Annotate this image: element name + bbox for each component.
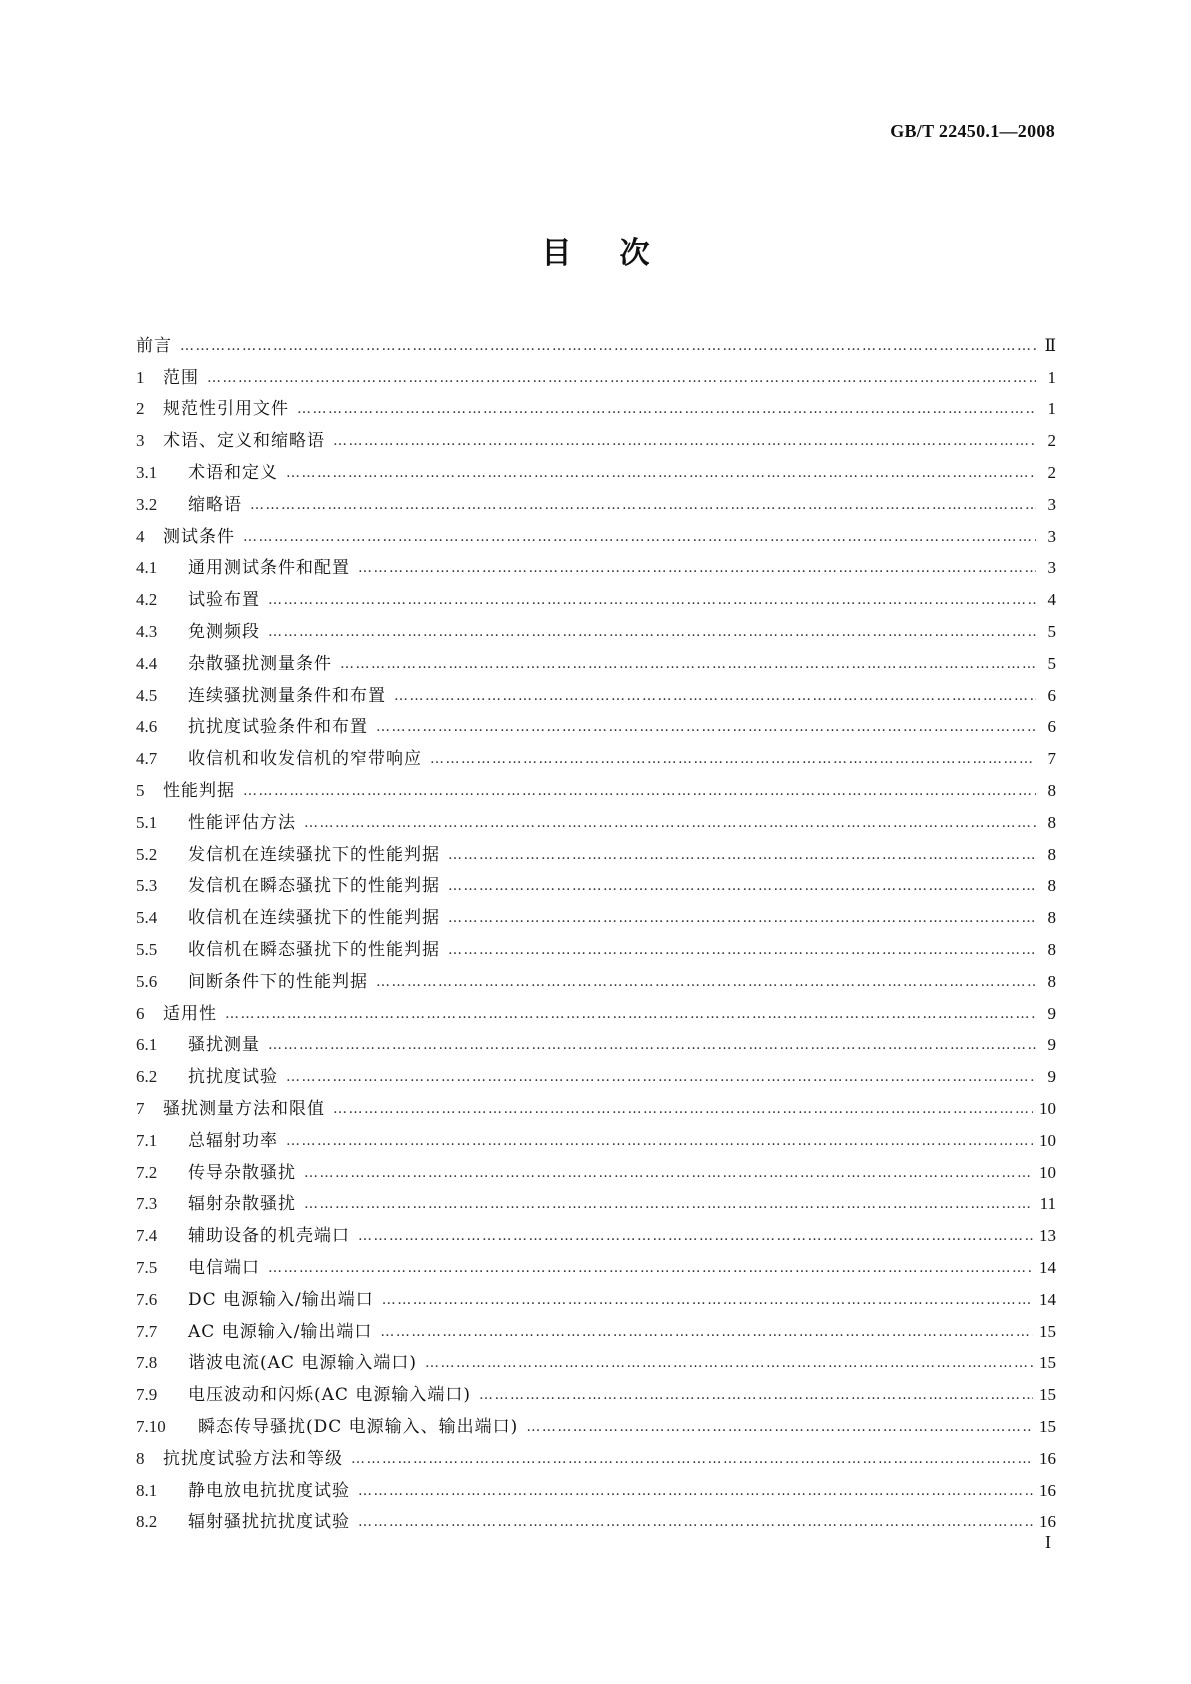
- toc-entry-page: 14: [1039, 1258, 1056, 1277]
- toc-entry-page: 3: [1047, 526, 1056, 546]
- toc-entry[interactable]: [136, 1348, 1056, 1380]
- dot-leader: [380, 1322, 1033, 1342]
- toc-entry-number: 7.3: [136, 1194, 158, 1214]
- toc-entry-page: 8: [1047, 876, 1056, 896]
- toc-entry-number: 7.1: [136, 1130, 158, 1150]
- toc-entry[interactable]: [136, 807, 1056, 839]
- toc-entry-number: 8.1: [136, 1480, 158, 1500]
- toc-entry-page: 1: [1047, 367, 1056, 387]
- toc-entry-label: 试验布置: [188, 590, 260, 611]
- toc-entry-label: 术语和定义: [188, 463, 278, 484]
- toc-entry-page: 6: [1047, 685, 1056, 705]
- table-of-contents: [136, 330, 1056, 1538]
- toc-entry[interactable]: [136, 1506, 1056, 1538]
- toc-entry-number: 5.6: [136, 971, 158, 991]
- page-number: I: [1045, 1532, 1051, 1552]
- toc-entry-page: 3: [1047, 494, 1056, 514]
- toc-entry[interactable]: [136, 330, 1056, 362]
- toc-entry-number: 7.4: [136, 1226, 158, 1246]
- toc-entry-number: 2: [136, 399, 145, 419]
- toc-entry-page: 10: [1039, 1162, 1056, 1182]
- toc-entry-page: 10: [1039, 1099, 1056, 1119]
- toc-entry-label: 规范性引用文件: [163, 399, 289, 420]
- toc-entry[interactable]: [136, 1443, 1056, 1475]
- toc-entry-label: 发信机在瞬态骚扰下的性能判据: [188, 876, 440, 897]
- toc-entry[interactable]: [136, 934, 1056, 966]
- dot-leader: [394, 686, 1036, 706]
- toc-entry-number: 5.4: [136, 908, 158, 928]
- toc-entry[interactable]: [136, 839, 1056, 871]
- dot-leader: [382, 1290, 1033, 1310]
- dot-leader: [448, 940, 1036, 960]
- toc-entry-label: 抗扰度试验方法和等级: [163, 1448, 343, 1469]
- dot-leader: [448, 876, 1036, 896]
- toc-entry[interactable]: [136, 1379, 1056, 1411]
- dot-leader: [358, 1512, 1033, 1532]
- toc-entry-label: 前言: [136, 335, 172, 356]
- toc-entry-label: 谐波电流(AC 电源输入端口): [188, 1353, 417, 1374]
- toc-entry[interactable]: [136, 998, 1056, 1030]
- toc-entry-number: 7.10: [136, 1416, 166, 1436]
- toc-entry-number: 6.2: [136, 1067, 158, 1087]
- dot-leader: [297, 399, 1036, 419]
- toc-entry[interactable]: [136, 1220, 1056, 1252]
- toc-entry-page: 8: [1047, 844, 1056, 864]
- dot-leader: [268, 622, 1036, 642]
- toc-entry[interactable]: [136, 1316, 1056, 1348]
- toc-entry-number: 7.5: [136, 1258, 158, 1277]
- toc-entry-label: 杂散骚扰测量条件: [188, 653, 332, 674]
- toc-entry-page: 13: [1039, 1226, 1056, 1246]
- toc-entry-page: 15: [1039, 1353, 1056, 1373]
- dot-leader: [286, 463, 1036, 483]
- dot-leader: [207, 368, 1036, 388]
- toc-entry-page: 8: [1047, 908, 1056, 928]
- toc-entry-number: 5.1: [136, 812, 158, 832]
- dot-leader: [340, 654, 1036, 674]
- toc-entry-page: 16: [1039, 1512, 1056, 1532]
- toc-entry-number: 7.7: [136, 1321, 158, 1341]
- toc-entry-label: 收信机在连续骚扰下的性能判据: [188, 908, 440, 929]
- toc-entry-page: 7: [1047, 749, 1056, 769]
- toc-entry[interactable]: [136, 1284, 1056, 1316]
- toc-entry[interactable]: [136, 1030, 1056, 1062]
- toc-entry[interactable]: [136, 584, 1056, 616]
- toc-entry-page: 14: [1039, 1289, 1056, 1309]
- toc-entry-page: 6: [1047, 717, 1056, 737]
- toc-entry-label: 辐射骚扰抗扰度试验: [188, 1512, 350, 1533]
- toc-entry-label: DC 电源输入/输出端口: [188, 1289, 374, 1310]
- toc-entry-label: 辅助设备的机壳端口: [188, 1226, 350, 1247]
- toc-entry-number: 8.2: [136, 1512, 158, 1532]
- toc-entry-page: 9: [1047, 1067, 1056, 1087]
- toc-entry-label: 抗扰度试验条件和布置: [188, 717, 368, 738]
- standard-number: GB/T 22450.1—2008: [890, 121, 1055, 141]
- toc-entry-label: 性能判据: [163, 781, 235, 802]
- toc-entry[interactable]: [136, 743, 1056, 775]
- dot-leader: [425, 1353, 1033, 1373]
- toc-entry-label: 性能评估方法: [188, 812, 296, 833]
- toc-entry-page: 15: [1039, 1321, 1056, 1341]
- dot-leader: [526, 1417, 1033, 1437]
- toc-entry-label: 瞬态传导骚扰(DC 电源输入、输出端口): [198, 1416, 519, 1437]
- toc-entry-page: 8: [1047, 971, 1056, 991]
- toc-entry-label: 测试条件: [163, 526, 235, 547]
- dot-leader: [243, 527, 1036, 547]
- toc-entry[interactable]: [136, 362, 1056, 394]
- toc-entry-page: 8: [1047, 781, 1056, 801]
- toc-entry-label: 适用性: [163, 1003, 217, 1024]
- toc-entry-page: 9: [1047, 1003, 1056, 1023]
- toc-entry-page: 2: [1047, 431, 1056, 451]
- toc-entry[interactable]: [136, 871, 1056, 903]
- toc-entry[interactable]: [136, 457, 1056, 489]
- toc-entry-page: 9: [1047, 1035, 1056, 1055]
- toc-entry-page: Ⅱ: [1044, 335, 1056, 355]
- toc-entry-page: 5: [1047, 622, 1056, 642]
- toc-entry-label: 总辐射功率: [188, 1130, 278, 1151]
- dot-leader: [358, 1481, 1033, 1501]
- toc-entry-number: 4.5: [136, 685, 158, 705]
- toc-entry-number: 4.6: [136, 717, 158, 737]
- toc-entry-page: 16: [1039, 1480, 1056, 1500]
- toc-entry-label: 通用测试条件和配置: [188, 558, 350, 579]
- toc-entry-page: 16: [1039, 1448, 1056, 1468]
- toc-entry[interactable]: [136, 775, 1056, 807]
- toc-entry-number: 7.8: [136, 1353, 158, 1373]
- dot-leader: [268, 590, 1036, 610]
- toc-entry[interactable]: [136, 553, 1056, 585]
- toc-entry-number: 4.7: [136, 749, 158, 769]
- toc-entry-number: 6: [136, 1003, 145, 1023]
- dot-leader: [304, 1194, 1034, 1214]
- dot-leader: [243, 781, 1036, 801]
- toc-entry-label: 骚扰测量: [188, 1035, 260, 1056]
- toc-entry-number: 3.2: [136, 494, 158, 514]
- dot-leader: [448, 845, 1036, 865]
- toc-entry-page: 4: [1047, 590, 1056, 610]
- toc-entry-number: 4.3: [136, 622, 158, 642]
- toc-entry-number: 1: [136, 367, 145, 387]
- toc-entry[interactable]: [136, 1125, 1056, 1157]
- toc-entry-page: 8: [1047, 812, 1056, 832]
- toc-entry-number: 4.1: [136, 558, 158, 578]
- dot-leader: [250, 495, 1036, 515]
- toc-entry[interactable]: [136, 966, 1056, 998]
- toc-entry-number: 5.5: [136, 940, 158, 960]
- toc-entry-page: 3: [1047, 558, 1056, 578]
- toc-entry[interactable]: [136, 648, 1056, 680]
- toc-entry-label: 术语、定义和缩略语: [163, 431, 325, 452]
- dot-leader: [268, 1258, 1033, 1278]
- toc-entry-label: 电压波动和闪烁(AC 电源输入端口): [188, 1385, 471, 1406]
- toc-entry[interactable]: [136, 394, 1056, 426]
- toc-entry-page: 8: [1047, 940, 1056, 960]
- toc-entry-label: 传导杂散骚扰: [188, 1162, 296, 1183]
- toc-entry-page: 2: [1047, 463, 1056, 483]
- dot-leader: [304, 1163, 1033, 1183]
- dot-leader: [268, 1035, 1036, 1055]
- toc-entry-label: 缩略语: [188, 494, 242, 515]
- dot-leader: [430, 749, 1036, 769]
- dot-leader: [333, 1099, 1033, 1119]
- dot-leader: [376, 717, 1036, 737]
- toc-entry[interactable]: [136, 680, 1056, 712]
- dot-leader: [351, 1449, 1033, 1469]
- toc-entry-number: 6.1: [136, 1035, 158, 1055]
- toc-entry[interactable]: [136, 1157, 1056, 1189]
- dot-leader: [286, 1067, 1036, 1087]
- toc-entry-number: 5: [136, 781, 145, 801]
- toc-entry-page: 5: [1047, 653, 1056, 673]
- toc-entry-label: 连续骚扰测量条件和布置: [188, 685, 386, 706]
- toc-entry-page: 15: [1039, 1385, 1056, 1405]
- dot-leader: [358, 558, 1036, 578]
- toc-entry-label: 收信机在瞬态骚扰下的性能判据: [188, 940, 440, 961]
- dot-leader: [358, 1226, 1033, 1246]
- toc-entry-label: 收信机和收发信机的窄带响应: [188, 749, 422, 770]
- dot-leader: [286, 1131, 1033, 1151]
- toc-entry[interactable]: [136, 1475, 1056, 1507]
- toc-entry-page: 10: [1039, 1130, 1056, 1150]
- dot-leader: [333, 431, 1036, 451]
- toc-entry[interactable]: [136, 489, 1056, 521]
- toc-entry-number: 7.6: [136, 1289, 158, 1309]
- toc-entry-label: 辐射杂散骚扰: [188, 1194, 296, 1215]
- toc-entry-label: 抗扰度试验: [188, 1067, 278, 1088]
- toc-entry-number: 3.1: [136, 463, 158, 483]
- toc-entry[interactable]: [136, 521, 1056, 553]
- toc-entry-number: 4: [136, 526, 145, 546]
- toc-entry[interactable]: [136, 616, 1056, 648]
- toc-entry-page: 1: [1047, 399, 1056, 419]
- toc-entry-label: 电信端口: [188, 1258, 260, 1278]
- toc-entry-label: 范围: [163, 367, 199, 388]
- toc-entry-label: 间断条件下的性能判据: [188, 971, 368, 992]
- toc-entry[interactable]: [136, 902, 1056, 934]
- toc-entry-label: AC 电源输入/输出端口: [188, 1321, 373, 1342]
- toc-entry-number: 7.9: [136, 1385, 158, 1405]
- toc-entry[interactable]: [136, 1093, 1056, 1125]
- dot-leader: [448, 908, 1036, 928]
- dot-leader: [180, 336, 1036, 356]
- dot-leader: [304, 813, 1036, 833]
- toc-entry-number: 4.4: [136, 653, 158, 673]
- toc-entry-label: 骚扰测量方法和限值: [163, 1099, 325, 1120]
- toc-entry-label: 静电放电抗扰度试验: [188, 1480, 350, 1501]
- toc-entry-page: 15: [1039, 1416, 1056, 1436]
- toc-entry-number: 5.2: [136, 844, 158, 864]
- toc-entry-number: 7.2: [136, 1162, 158, 1182]
- dot-leader: [225, 1004, 1036, 1024]
- toc-entry-number: 8: [136, 1448, 145, 1468]
- dot-leader: [479, 1385, 1033, 1405]
- toc-entry[interactable]: [136, 712, 1056, 744]
- toc-entry-label: 发信机在连续骚扰下的性能判据: [188, 844, 440, 865]
- toc-entry-number: 3: [136, 431, 145, 451]
- toc-entry-page: 11: [1039, 1194, 1056, 1214]
- toc-entry[interactable]: [136, 1411, 1056, 1443]
- toc-entry[interactable]: [136, 1061, 1056, 1093]
- page-title: 目次: [541, 236, 698, 271]
- toc-entry-number: 7: [136, 1099, 145, 1119]
- toc-entry-number: 4.2: [136, 590, 158, 610]
- toc-entry[interactable]: [136, 425, 1056, 457]
- toc-entry-label: 免测频段: [188, 622, 260, 643]
- dot-leader: [376, 972, 1036, 992]
- toc-entry[interactable]: [136, 1189, 1056, 1221]
- toc-entry-number: 5.3: [136, 876, 158, 896]
- toc-entry[interactable]: [136, 1252, 1056, 1284]
